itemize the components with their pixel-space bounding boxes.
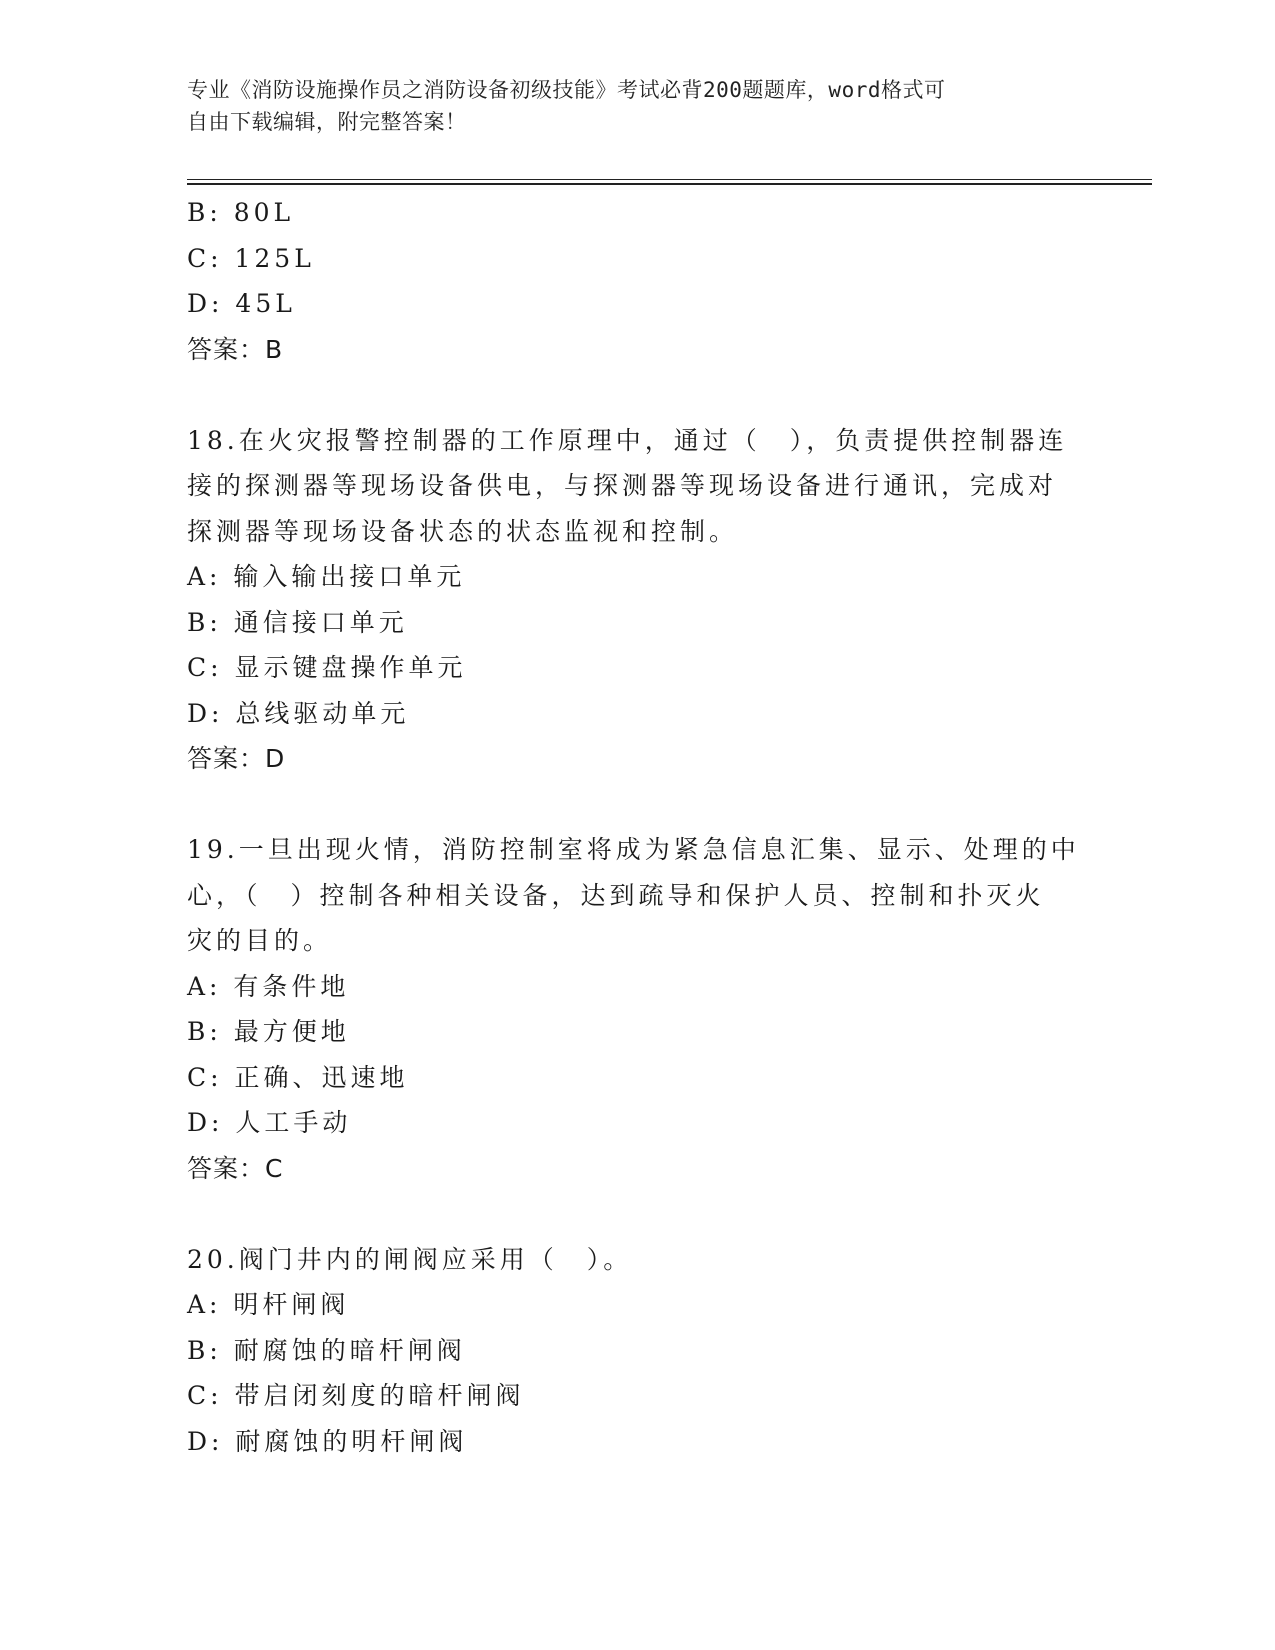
- option-d: D: 耐腐蚀的明杆闸阀: [187, 1426, 468, 1456]
- answer-text: 答案：D: [187, 744, 286, 773]
- header-divider-thick: [187, 183, 1152, 185]
- option-d: D: 45L: [187, 289, 296, 318]
- header-line-1: 专业《消防设施操作员之消防设备初级技能》考试必背200题题库，word格式可: [187, 78, 946, 102]
- question-18: [187, 418, 1077, 782]
- option-c: C: 125L: [187, 243, 315, 273]
- option-c: C: 带启闭刻度的暗杆闸阀: [187, 1381, 525, 1410]
- option-b: B: 耐腐蚀的暗杆闸阀: [187, 1335, 466, 1365]
- question-text-line: 18.在火灾报警控制器的工作原理中，通过（ ），负责提供控制器连: [187, 425, 1068, 455]
- question-text-line: 心，（ ）控制各种相关设备，达到疏导和保护人员、控制和扑灭火: [187, 880, 1045, 910]
- option-d: D: 总线驱动单元: [187, 698, 410, 728]
- question-text-line: 19.一旦出现火情，消防控制室将成为紧急信息汇集、显示、处理的中: [187, 835, 1080, 864]
- option-a: A: 输入输出接口单元: [187, 562, 466, 591]
- answer-text: 答案：B: [187, 334, 284, 364]
- option-c: C: 显示键盘操作单元: [187, 653, 467, 682]
- question-text-line: 探测器等现场设备状态的状态监视和控制。: [187, 516, 739, 546]
- spacer: [187, 1191, 1077, 1237]
- question-content: [187, 190, 1080, 1464]
- option-a: A: 明杆闸阀: [187, 1290, 350, 1319]
- option-b: B: 80L: [187, 198, 295, 227]
- header-line-2: 自由下载编辑，附完整答案！: [187, 110, 467, 134]
- question-text-line: 20.阀门井内的闸阀应采用（ ）。: [187, 1244, 633, 1274]
- option-b: B: 通信接口单元: [187, 607, 408, 637]
- prev-question: [187, 190, 1077, 372]
- header-divider-thin: [187, 179, 1152, 180]
- option-b: B: 最方便地: [187, 1017, 350, 1046]
- option-a: A: 有条件地: [187, 971, 350, 1001]
- document-header: [187, 74, 1087, 138]
- question-19: [187, 827, 1080, 1191]
- question-20: [187, 1237, 1077, 1465]
- question-text-line: 接的探测器等现场设备供电，与探测器等现场设备进行通讯，完成对: [187, 471, 1058, 500]
- spacer: [187, 372, 1077, 418]
- spacer: [187, 782, 1077, 828]
- option-d: D: 人工手动: [187, 1108, 352, 1137]
- question-text-line: 灾的目的。: [187, 926, 333, 955]
- option-c: C: 正确、迅速地: [187, 1062, 409, 1092]
- answer-text: 答案：C: [187, 1153, 284, 1183]
